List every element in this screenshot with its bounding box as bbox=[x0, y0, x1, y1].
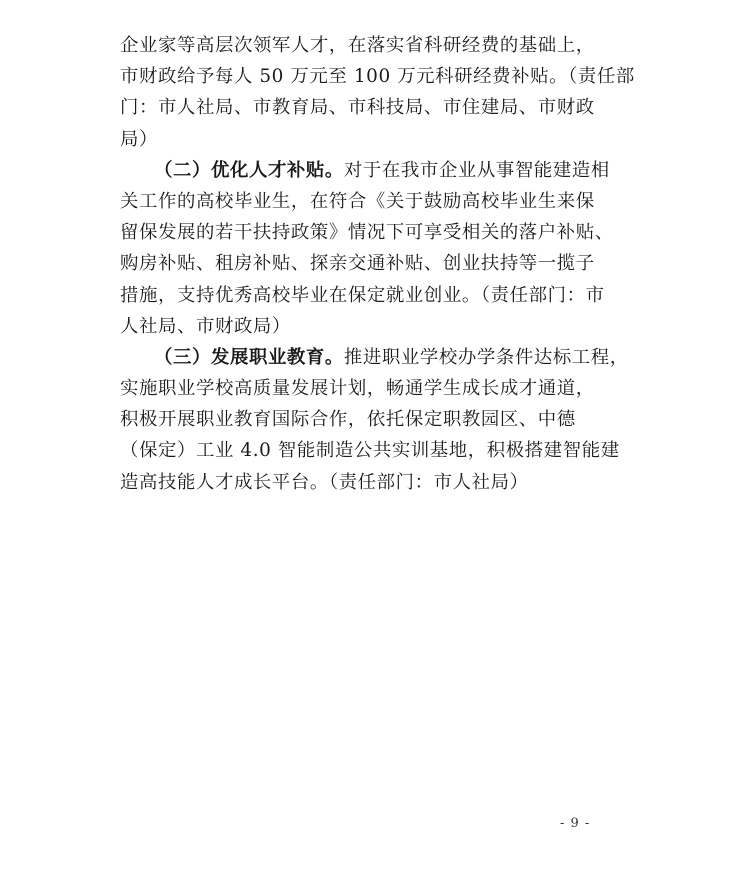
text-span: 对于在我市企业从事智能建造相 bbox=[343, 159, 610, 181]
text-line: 措施，支持优秀高校毕业在保定就业创业。（责任部门：市 bbox=[120, 284, 605, 306]
paragraph-first-line bbox=[120, 342, 629, 373]
page-number: - 9 - bbox=[560, 816, 591, 831]
text-line: 造高技能人才成长平台。（责任部门：市人社局） bbox=[120, 471, 529, 493]
text-line: 企业家等高层次领军人才，在落实省科研经费的基础上， bbox=[120, 35, 595, 56]
text-line: 局） bbox=[120, 128, 158, 150]
paragraph-first-line bbox=[120, 155, 610, 186]
text-line: 人社局、市财政局） bbox=[120, 315, 291, 337]
text-span: 推进职业学校办学条件达标工程， bbox=[343, 346, 629, 368]
text-line: 实施职业学校高质量发展计划，畅通学生成长成才通道， bbox=[120, 378, 595, 400]
text-line: 留保发展的若干扶持政策》情况下可享受相关的落户补贴、 bbox=[120, 222, 614, 244]
text-line: 购房补贴、租房补贴、探亲交通补贴、创业扶持等一揽子 bbox=[120, 253, 595, 275]
body-text bbox=[120, 30, 635, 498]
text-line: （保定）工业 4.0 智能制造公共实训基地，积极搭建智能建 bbox=[120, 440, 620, 462]
text-line: 市财政给予每人 50 万元至 100 万元科研经费补贴。（责任部 bbox=[120, 66, 635, 88]
text-line: 关工作的高校毕业生，在符合《关于鼓励高校毕业生来保 bbox=[120, 190, 595, 212]
text-line: 门：市人社局、市教育局、市科技局、市住建局、市财政 bbox=[120, 97, 595, 119]
section-heading: （三）发展职业教育。 bbox=[154, 346, 344, 368]
text-line: 积极开展职业教育国际合作，依托保定职教园区、中德 bbox=[120, 409, 576, 431]
section-heading: （二）优化人才补贴。 bbox=[154, 159, 344, 181]
